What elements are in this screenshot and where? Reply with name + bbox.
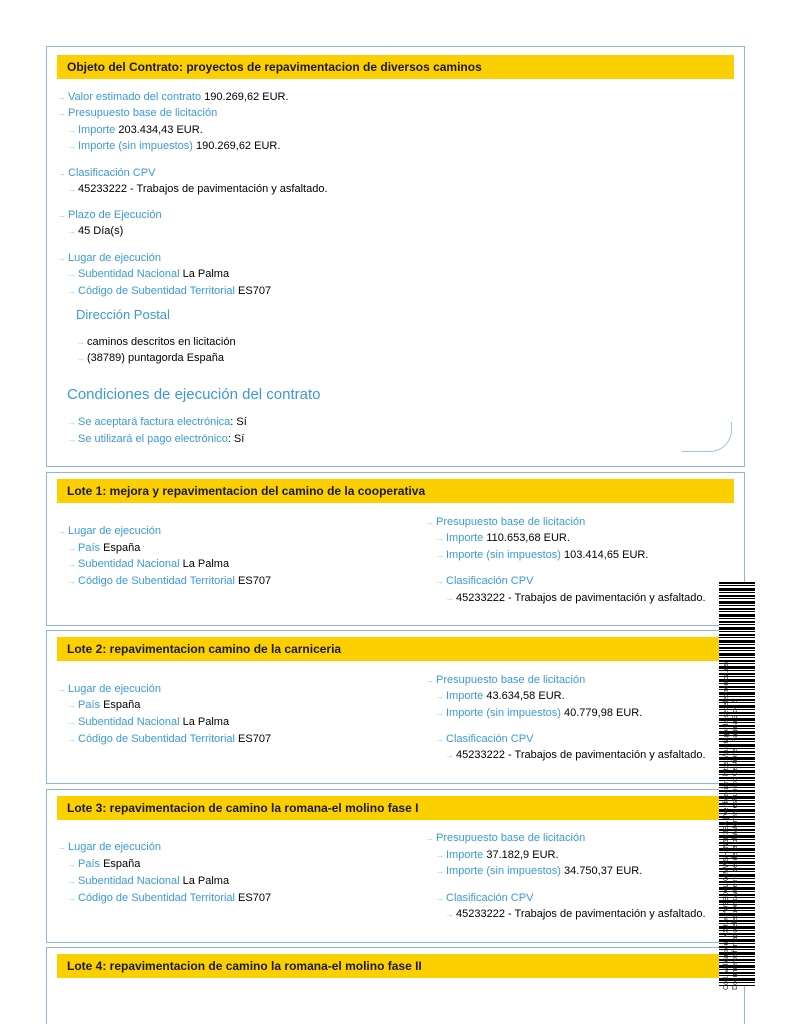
plazo-row: → 45 Día(s)	[67, 225, 124, 237]
cpv-heading: → Clasificación CPV	[435, 733, 534, 745]
arrow-icon: →	[67, 717, 76, 727]
lugar-heading: → Lugar de ejecución	[57, 525, 161, 537]
lugar-heading: → Lugar de ejecución	[57, 252, 161, 264]
pais-row: → País España	[67, 699, 141, 711]
cpv-heading: → Clasificación CPV	[435, 892, 534, 904]
presupuesto-heading: → Presupuesto base de licitación	[57, 107, 218, 119]
contract-object-panel	[46, 46, 745, 467]
panel-corner-decoration	[682, 422, 732, 452]
codigo-row: → Código de Subentidad Territorial ES707	[67, 733, 272, 745]
arrow-icon: →	[67, 141, 76, 151]
arrow-icon: →	[57, 210, 66, 220]
arrow-icon: →	[435, 708, 444, 718]
lote-title: Lote 1: mejora y repavimentacion del camino de la cooperativa	[57, 479, 734, 503]
arrow-icon: →	[57, 168, 66, 178]
arrow-icon: →	[57, 108, 66, 118]
direccion-line1: → caminos descritos en licitación	[76, 336, 236, 348]
arrow-icon: →	[435, 866, 444, 876]
arrow-icon: →	[445, 909, 454, 919]
arrow-icon: →	[67, 226, 76, 236]
cpv-row: → 45233222 - Trabajos de pavimentación y asfaltado.	[445, 749, 706, 761]
direccion-line2: → (38789) puntagorda España	[76, 352, 224, 364]
importe-row: → Importe 37.182,9 EUR.	[435, 849, 559, 861]
cpv-row: → 45233222 - Trabajos de pavimentación y asfaltado.	[67, 183, 328, 195]
arrow-icon: →	[67, 859, 76, 869]
importe-sin-row: → Importe (sin impuestos) 34.750,37 EUR.	[435, 865, 643, 877]
arrow-icon: →	[67, 417, 76, 427]
contract-object-title: Objeto del Contrato: proyectos de repavimentacion de diversos caminos	[57, 55, 734, 79]
arrow-icon: →	[425, 675, 434, 685]
arrow-icon: →	[57, 684, 66, 694]
arrow-icon: →	[445, 593, 454, 603]
arrow-icon: →	[435, 893, 444, 903]
direccion-postal-heading: Dirección Postal	[76, 307, 170, 322]
importe-sin-row: → Importe (sin impuestos) 190.269,62 EUR.	[67, 140, 281, 152]
lote-title: Lote 2: repavimentacion camino de la carniceria	[57, 637, 734, 661]
arrow-icon: →	[57, 92, 66, 102]
arrow-icon: →	[67, 269, 76, 279]
lote-title: Lote 4: repavimentacion de camino la romana-el molino fase II	[57, 954, 734, 978]
arrow-icon: →	[435, 691, 444, 701]
arrow-icon: →	[435, 533, 444, 543]
condiciones-heading: Condiciones de ejecución del contrato	[67, 386, 321, 403]
factura-row: → Se aceptará factura electrónica: Sí	[67, 416, 247, 428]
arrow-icon: →	[67, 576, 76, 586]
arrow-icon: →	[57, 842, 66, 852]
cpv-row: → 45233222 - Trabajos de pavimentación y asfaltado.	[445, 908, 706, 920]
arrow-icon: →	[67, 700, 76, 710]
importe-row: → Importe 43.634,58 EUR.	[435, 690, 565, 702]
importe-row: → Importe 203.434,43 EUR.	[67, 124, 203, 136]
arrow-icon: →	[425, 517, 434, 527]
cpv-row: → 45233222 - Trabajos de pavimentación y asfaltado.	[445, 592, 706, 604]
arrow-icon: →	[67, 543, 76, 553]
subentidad-row: → Subentidad Nacional La Palma	[67, 558, 230, 570]
arrow-icon: →	[67, 125, 76, 135]
plazo-heading: → Plazo de Ejecución	[57, 209, 162, 221]
pais-row: → País España	[67, 858, 141, 870]
arrow-icon: →	[435, 734, 444, 744]
arrow-icon: →	[67, 734, 76, 744]
lugar-heading: → Lugar de ejecución	[57, 841, 161, 853]
subentidad-row: → Subentidad Nacional La Palma	[67, 268, 230, 280]
arrow-icon: →	[425, 833, 434, 843]
cpv-heading: → Clasificación CPV	[435, 575, 534, 587]
arrow-icon: →	[67, 286, 76, 296]
importe-sin-row: → Importe (sin impuestos) 40.779,98 EUR.	[435, 707, 643, 719]
arrow-icon: →	[67, 876, 76, 886]
lote-2-panel	[46, 630, 745, 784]
importe-row: → Importe 110.653,68 EUR.	[435, 532, 570, 544]
arrow-icon: →	[57, 526, 66, 536]
lote-4-panel	[46, 947, 745, 1024]
arrow-icon: →	[67, 893, 76, 903]
valor-estimado-row: → Valor estimado del contrato 190.269,62 EUR.	[57, 91, 289, 103]
presupuesto-heading: → Presupuesto base de licitación	[425, 832, 586, 844]
validation-side-text: Cód. Validación: KXJLYPW3SDALXAMWSHJN6H3EA | Verificación: https://puntagorda.sedelectronica.es/ Documento firmado electrónicamente desde la plataforma esPublico Gestiona | Página 3 de 5	[723, 661, 739, 990]
presupuesto-heading: → Presupuesto base de licitación	[425, 516, 586, 528]
arrow-icon: →	[57, 253, 66, 263]
pago-row: → Se utilizará el pago electrónico: Sí	[67, 433, 245, 445]
arrow-icon: →	[76, 337, 85, 347]
cpv-heading: → Clasificación CPV	[57, 167, 156, 179]
arrow-icon: →	[67, 434, 76, 444]
codigo-row: → Código de Subentidad Territorial ES707	[67, 575, 272, 587]
subentidad-row: → Subentidad Nacional La Palma	[67, 716, 230, 728]
arrow-icon: →	[435, 550, 444, 560]
lote-3-panel	[46, 789, 745, 943]
arrow-icon: →	[67, 184, 76, 194]
importe-sin-row: → Importe (sin impuestos) 103.414,65 EUR.	[435, 549, 649, 561]
codigo-row: → Código de Subentidad Territorial ES707	[67, 892, 272, 904]
arrow-icon: →	[76, 353, 85, 363]
arrow-icon: →	[445, 750, 454, 760]
arrow-icon: →	[435, 850, 444, 860]
arrow-icon: →	[435, 576, 444, 586]
lote-1-panel	[46, 472, 745, 626]
presupuesto-heading: → Presupuesto base de licitación	[425, 674, 586, 686]
codigo-row: → Código de Subentidad Territorial ES707	[67, 285, 272, 297]
lugar-heading: → Lugar de ejecución	[57, 683, 161, 695]
lote-title: Lote 3: repavimentacion de camino la romana-el molino fase I	[57, 796, 734, 820]
subentidad-row: → Subentidad Nacional La Palma	[67, 875, 230, 887]
arrow-icon: →	[67, 559, 76, 569]
pais-row: → País España	[67, 542, 141, 554]
